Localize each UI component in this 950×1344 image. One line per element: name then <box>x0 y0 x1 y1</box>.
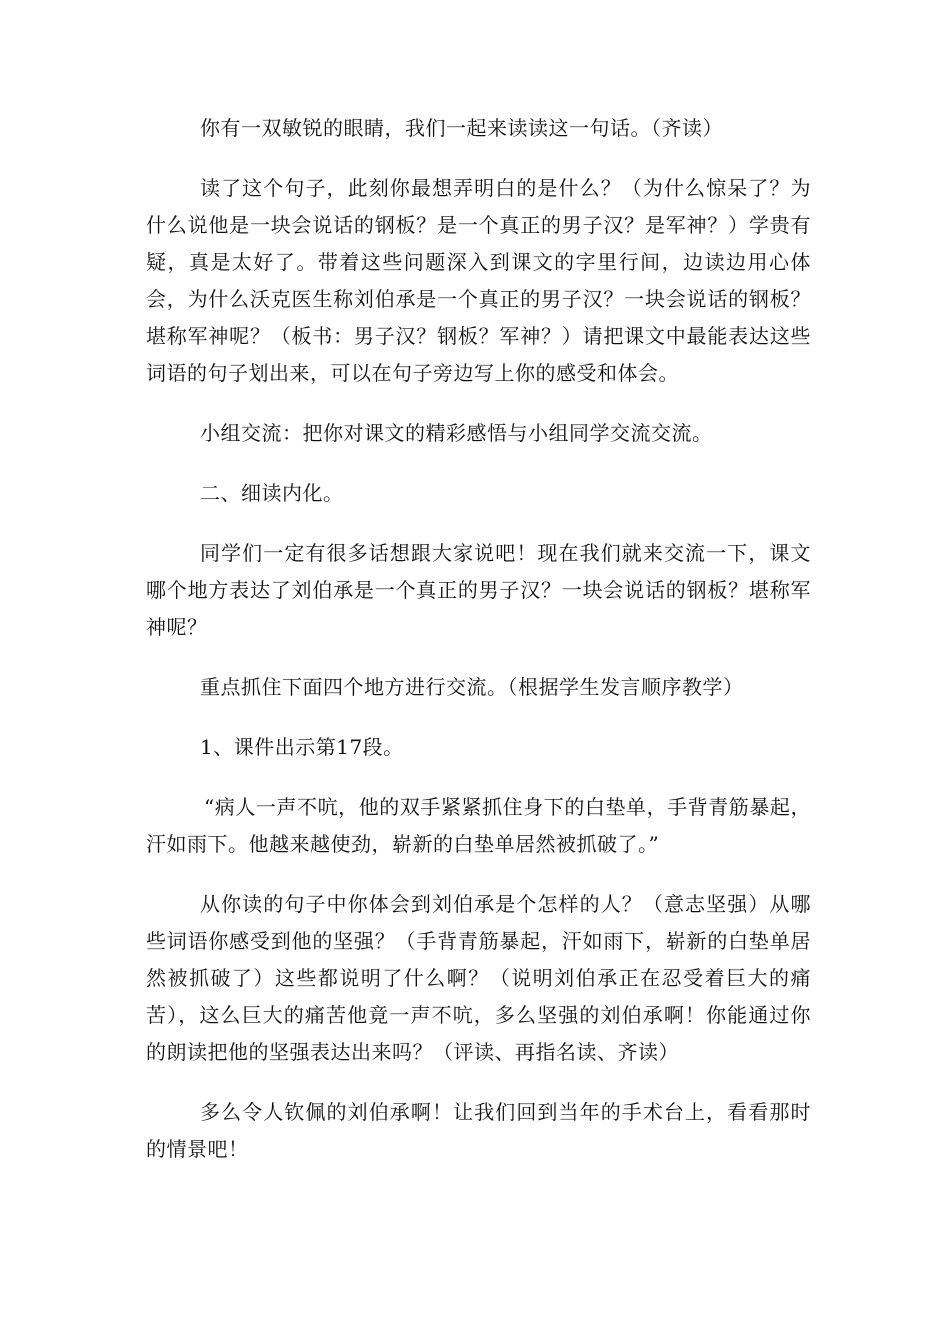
paragraph-exchange: 同学们一定有很多话想跟大家说吧！现在我们就来交流一下，课文哪个地方表达了刘伯承是一个真正的男子汉？一块会说话的钢板？堪称军神呢？ <box>146 541 811 639</box>
paragraph-group-discussion: 小组交流：把你对课文的精彩感悟与小组同学交流交流。 <box>200 421 713 445</box>
paragraph-focus-points: 重点抓住下面四个地方进行交流。（根据学生发言顺序教学） <box>200 675 744 699</box>
paragraph-quote: “病人一声不吭，他的双手紧紧抓住身下的白垫单，手背青筋暴起，汗如雨下。他越来越使劲，崭新的白垫单居然被抓破了。” <box>146 795 811 856</box>
paragraph-courseware-17: 1、课件出示第17段。 <box>200 735 404 759</box>
document-body <box>146 110 811 1191</box>
paragraph-analysis: 从你读的句子中你体会到刘伯承是个怎样的人？（意志坚强）从哪些词语你感受到他的坚强？（手背青筋暴起，汗如雨下，崭新的白垫单居然被抓破了）这些都说明了什么啊？（说明刘伯承正在忍受着巨大的痛苦），这么巨大的痛苦他竟一声不吭，多么坚强的刘伯承啊！你能通过你的朗读把他的坚强表达出来吗？（评读、再指名读、齐读） <box>146 892 811 1064</box>
paragraph-closing: 多么令人钦佩的刘伯承啊！让我们回到当年的手术台上，看看那时的情景吧！ <box>146 1100 811 1161</box>
section-heading-close-reading: 二、细读内化。 <box>200 481 344 505</box>
paragraph-questions: 读了这个句子，此刻你最想弄明白的是什么？（为什么惊呆了？为什么说他是一块会说话的钢板？是一个真正的男子汉？是军神？）学贵有疑，真是太好了。带着这些问题深入到课文的字里行间，边读边用心体会，为什么沃克医生称刘伯承是一个真正的男子汉？一块会说话的钢板？堪称军神呢？（板书：男子汉？钢板？军神？）请把课文中最能表达这些词语的句子划出来，可以在句子旁边写上你的感受和体会。 <box>146 176 811 385</box>
paragraph-intro-read: 你有一双敏锐的眼睛，我们一起来读读这一句话。（齐读） <box>200 116 723 140</box>
